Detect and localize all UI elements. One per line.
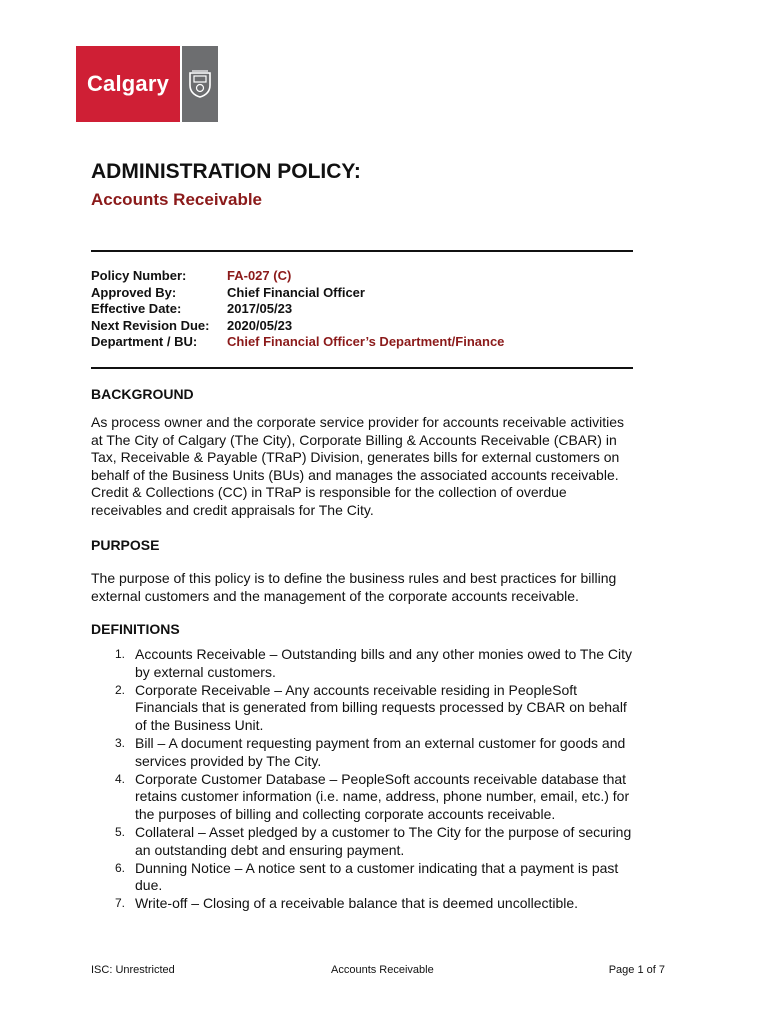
footer-page-number: Page 1 of 7 — [608, 964, 665, 976]
text-line: retains customer information (i.e. name, address, phone number, email, etc.) for — [135, 788, 630, 805]
section-heading-background: BACKGROUND — [91, 386, 194, 402]
definition-text — [135, 682, 681, 735]
text-line: Collateral – Asset pledged by a customer to The City for the purpose of securing — [135, 823, 632, 840]
text-line: Tax, Receivable & Payable (TRaP) Division, generates bills for external customers on — [91, 449, 620, 465]
effective-date-value: 2017/05/23 — [227, 301, 293, 316]
background-paragraph — [91, 414, 671, 519]
purpose-paragraph — [91, 570, 671, 605]
list-item — [91, 735, 681, 770]
meta-row-effective-date — [91, 301, 504, 318]
definitions-list — [91, 646, 681, 913]
definition-text — [135, 646, 681, 681]
text-line: Write-off – Closing of a receivable balance that is deemed uncollectible. — [135, 895, 579, 912]
list-item — [91, 646, 681, 681]
meta-label: Effective Date: — [91, 301, 182, 316]
text-line: Corporate Receivable – Any accounts receivable residing in PeopleSoft — [135, 681, 578, 698]
list-item — [91, 860, 681, 895]
footer-classification: ISC: Unrestricted — [91, 964, 175, 976]
meta-row-policy-number — [91, 268, 504, 285]
list-number: 3. — [114, 735, 125, 750]
list-number: 6. — [114, 860, 125, 875]
definition-text — [135, 895, 681, 913]
text-line: Credit & Collections (CC) in TRaP is responsible for the collection of overdue — [91, 484, 567, 500]
definition-text — [135, 735, 681, 770]
divider-top — [91, 250, 633, 252]
logo-wordmark: Calgary — [76, 46, 180, 122]
text-line: by external customers. — [135, 663, 276, 680]
list-item — [91, 895, 681, 913]
policy-type-title: ADMINISTRATION POLICY: — [91, 160, 361, 183]
policy-name-subtitle: Accounts Receivable — [91, 190, 263, 209]
meta-row-department — [91, 334, 504, 351]
city-crest-icon — [182, 46, 218, 122]
calgary-logo — [76, 46, 218, 122]
policy-number-value: FA-027 (C) — [227, 268, 292, 283]
text-line: due. — [135, 877, 163, 894]
list-number: 2. — [114, 682, 125, 697]
text-line: services provided by The City. — [135, 752, 322, 769]
list-number: 7. — [114, 896, 125, 911]
text-line: Dunning Notice – A notice sent to a customer indicating that a payment is past — [135, 859, 619, 876]
text-line: As process owner and the corporate service provider for accounts receivable activities — [91, 414, 625, 430]
policy-metadata — [91, 268, 504, 351]
list-item — [91, 824, 681, 859]
text-line: external customers and the management of the corporate accounts receivable. — [91, 587, 579, 604]
definition-text — [135, 771, 681, 824]
meta-label: Policy Number: — [91, 268, 187, 283]
section-heading-purpose: PURPOSE — [91, 537, 160, 553]
footer-document-title: Accounts Receivable — [331, 964, 434, 976]
text-line: Bill – A document requesting payment from an external customer for goods and — [135, 734, 626, 751]
section-heading-definitions: DEFINITIONS — [91, 621, 180, 637]
definition-text — [135, 860, 681, 895]
meta-label: Approved By: — [91, 284, 177, 300]
text-line: behalf of the Business Units (BUs) and manages the associated accounts receivable. — [91, 466, 619, 483]
text-line: of the Business Unit. — [135, 716, 264, 733]
list-number: 5. — [114, 824, 125, 839]
text-line: Accounts Receivable – Outstanding bills and any other monies owed to The City — [135, 646, 633, 662]
department-value: Chief Financial Officer’s Department/Finance — [227, 334, 505, 349]
list-item — [91, 771, 681, 824]
meta-label: Department / BU: — [91, 334, 198, 349]
text-line: at The City of Calgary (The City), Corporate Billing & Accounts Receivable (CBAR) in — [91, 431, 617, 448]
definition-text — [135, 824, 681, 859]
list-number: 1. — [114, 647, 125, 661]
list-item — [91, 682, 681, 735]
text-line: The purpose of this policy is to define the business rules and best practices for billing — [91, 570, 617, 586]
text-line: an outstanding debt and ensuring payment. — [135, 841, 405, 858]
meta-row-approved-by — [91, 285, 504, 302]
meta-label: Next Revision Due: — [91, 317, 210, 333]
divider-bottom — [91, 367, 633, 369]
meta-row-next-revision — [91, 318, 504, 335]
text-line: Financials that is generated from billing requests processed by CBAR on behalf — [135, 699, 627, 716]
list-number: 4. — [114, 771, 125, 786]
text-line: Corporate Customer Database – PeopleSoft accounts receivable database that — [135, 770, 627, 787]
next-revision-value: 2020/05/23 — [227, 317, 293, 333]
text-line: receivables and credit appraisals for The City. — [91, 501, 374, 518]
approved-by-value: Chief Financial Officer — [227, 284, 365, 300]
text-line: the purposes of billing and collecting corporate accounts receivable. — [135, 805, 556, 822]
